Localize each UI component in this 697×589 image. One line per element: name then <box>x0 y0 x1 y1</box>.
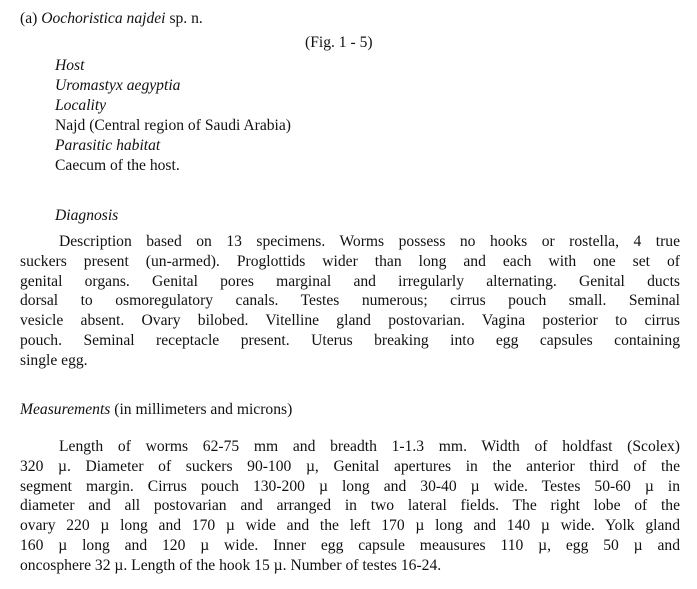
diagnosis-line: suckers present (un-armed). Proglottids wider than long and each with one set of <box>20 252 680 270</box>
measurements-line: ovary 220 µ long and 170 µ wide and the left 170 µ long and 140 µ wide. Yolk gland <box>20 517 680 535</box>
diagnosis-line: dorsal to osmoregulatory canals. Testes numerous; cirrus pouch small. Seminal <box>20 292 680 310</box>
diagnosis-line: vesicle absent. Ovary bilobed. Vitelline gland postovarian. Vagina posterior to cirrus <box>20 312 680 330</box>
locality-value: Najd (Central region of Saudi Arabia) <box>55 117 291 134</box>
measurements-paragraph <box>20 437 680 576</box>
heading-label: (a) <box>20 10 38 27</box>
species-name: Oochoristica najdei <box>41 10 166 27</box>
measurements-line: Length of worms 62-75 mm and breadth 1-1.3 mm. Width of holdfast (Scolex) <box>59 438 680 455</box>
host-value: Uromastyx aegyptia <box>55 77 181 94</box>
species-heading <box>20 9 203 28</box>
diagnosis-line: genital organs. Genital pores marginal and irregularly alternating. Genital ducts <box>20 272 680 290</box>
diagnosis-title: Diagnosis <box>55 207 119 224</box>
measurements-line: 320 µ. Diameter of suckers 90-100 µ, Genital apertures in the anterior third of the <box>20 457 680 475</box>
measurements-subtitle: (in millimeters and microns) <box>114 401 293 418</box>
diagnosis-paragraph <box>20 232 680 371</box>
figure-reference: (Fig. 1 - 5) <box>305 34 373 51</box>
measurements-line: diameter and all postovarian and arranged in two lateral fields. The right lobe of the <box>20 497 680 515</box>
measurements-heading <box>20 400 292 419</box>
measurements-title: Measurements <box>20 401 111 418</box>
host-label: Host <box>55 57 85 74</box>
habitat-value: Caecum of the host. <box>55 157 180 174</box>
diagnosis-line: single egg. <box>20 351 88 369</box>
locality-label: Locality <box>55 97 107 114</box>
diagnosis-line: pouch. Seminal receptacle present. Uterus breaking into egg capsules containing <box>20 331 680 349</box>
diagnosis-line: Description based on 13 specimens. Worms possess no hooks or rostella, 4 true <box>59 233 680 250</box>
measurements-line: 160 µ long and 120 µ wide. Inner egg capsule meausures 110 µ, egg 50 µ and <box>20 536 680 554</box>
species-suffix: sp. n. <box>169 10 203 27</box>
measurements-line: segment margin. Cirrus pouch 130-200 µ long and 30-40 µ wide. Testes 50-60 µ in <box>20 477 680 495</box>
habitat-label: Parasitic habitat <box>55 137 161 154</box>
measurements-line: oncosphere 32 µ. Length of the hook 15 µ. Number of testes 16-24. <box>20 556 442 574</box>
